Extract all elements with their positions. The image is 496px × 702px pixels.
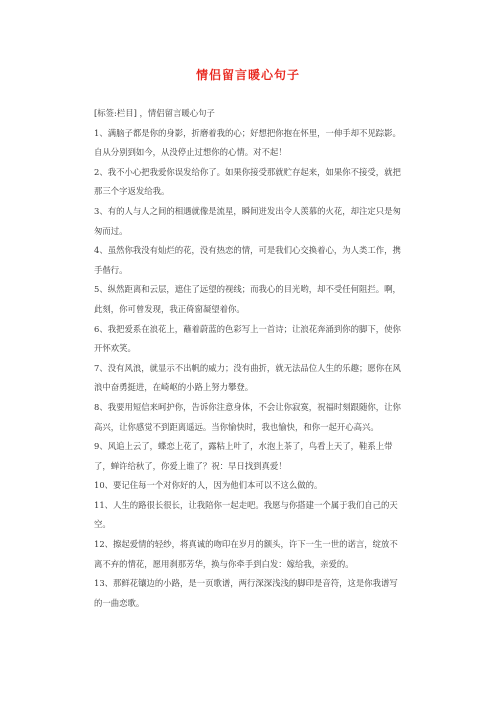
paragraph-4: 4、虽然你我没有灿烂的花，没有热恋的情，可是我们心交换着心，为人类工作，携手偕行。 [94, 245, 401, 275]
paragraph-3: 3、有的人与人之间的相遇就像是流星，瞬间迸发出令人羡慕的火花，却注定只是匆匆而过。 [94, 205, 401, 236]
paragraph-11: 11、人生的路很长很长，让我陪你一起走吧。我愿与你搭建一个属于我们自己的天空。 [94, 499, 398, 530]
paragraph-8: 8、我要用短信来呵护你，告诉你注意身体，不会让你寂寞，祝福时刻跟随你，让你高兴，让你感觉不到距离遥远。当你愉快时，我也愉快，和你一起开心高兴。 [94, 401, 401, 432]
paragraph-5: 5、纵然距离和云层，遮住了远望的视线；而我心的目光哟，却不受任何阻拦。啊，此刻，你可曾发现，我正倚窗凝望着你。 [94, 284, 401, 314]
paragraph-13: 13、那鲜花镶边的小路，是一页歌谱，两行深深浅浅的脚印是音符，这是你我谱写的一曲恋歌。 [94, 578, 398, 608]
document-title: 情侣留言暖心句子 [195, 68, 300, 82]
document-body [94, 104, 406, 613]
paragraph-6: 6、我把爱系在浪花上，蘸着蔚蓝的色彩写上一首诗；让浪花奔涌到你的脚下，使你开怀欢笑。 [94, 323, 401, 354]
paragraph-12: 12、擦起爱情的轻纱，将真诚的吻印在岁月的额头，许下一生一世的诺言，绽放不离不弃的情花，愿用刹那芳华，换与你牵手到白发：嫁给我，亲爱的。 [94, 539, 398, 569]
paragraph-2: 2、我不小心把我爱你误发给你了。如果你接受那就贮存起来，如果你不接受，就把那三个字返发给我。 [94, 166, 401, 197]
paragraph-1: 1、满脑子都是你的身影，折磨着我的心；好想把你抱在怀里，一伸手却不见踪影。自从分别到如今，从没停止过想你的心情。对不起！ [94, 127, 401, 158]
paragraph-10: 10、要记住每一个对你好的人，因为他们本可以不这么做的。 [94, 480, 323, 491]
paragraph-9: 9、风追上云了，蝶恋上花了，露粘上叶了，水泡上茶了，鸟看上天了，鞋系上带了，蝉许给秋了，你爱上谁了？祝：早日找到真爱！ [94, 441, 393, 471]
tag-line: [标签:栏目] ，情侣留言暖心句子 [94, 108, 215, 118]
paragraph-7: 7、没有风浪，就显示不出帆的威力；没有曲折，就无法品位人生的乐趣；愿你在风浪中奋勇挺进，在崎岖的小路上努力攀登。 [94, 362, 401, 393]
